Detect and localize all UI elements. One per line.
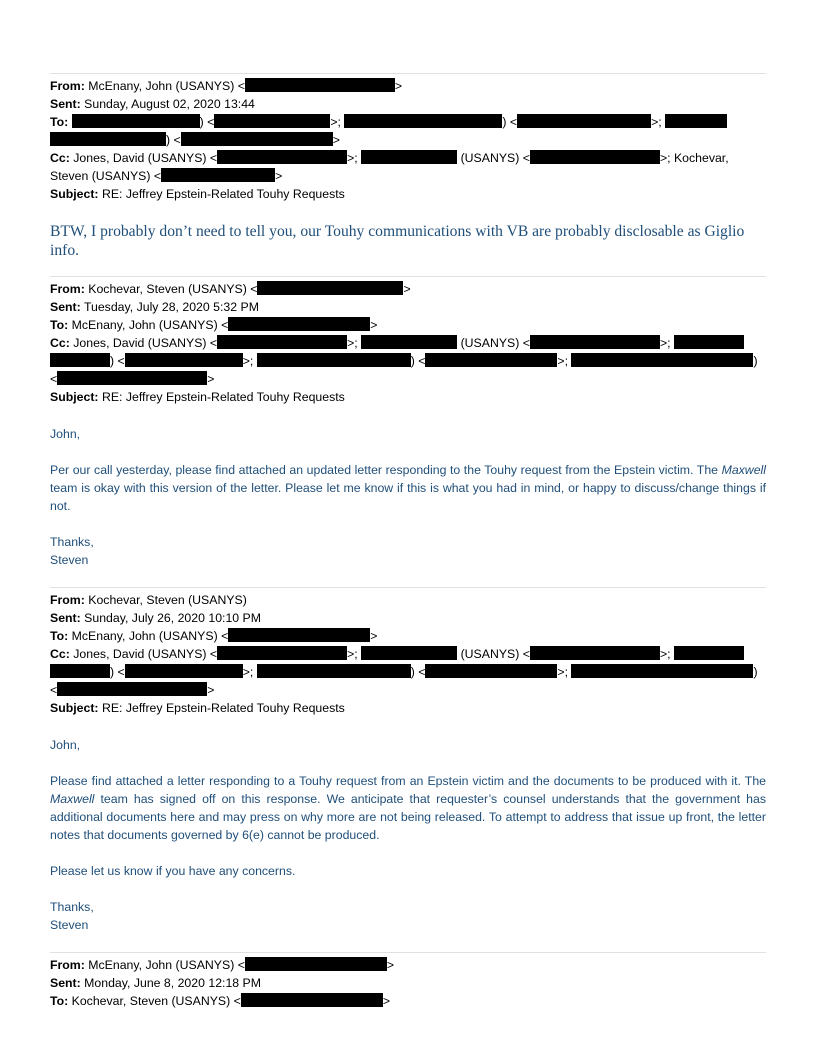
redaction xyxy=(245,78,395,92)
subject-label: Subject: xyxy=(50,390,99,404)
subject-value: RE: Jeffrey Epstein-Related Touhy Requests xyxy=(101,701,345,715)
to-value: McEnany, John (USANYS) xyxy=(71,318,218,332)
greeting: John, xyxy=(50,738,81,752)
redaction xyxy=(161,168,275,182)
redaction xyxy=(217,646,347,660)
signature: Steven xyxy=(50,553,89,567)
signoff: Thanks, xyxy=(50,900,94,914)
redaction xyxy=(228,317,370,331)
redaction xyxy=(217,335,347,349)
redaction xyxy=(125,353,243,367)
body-text: BTW, I probably don’t need to tell you, our Touhy communications with VB are probably disclosable as Giglio info. xyxy=(50,223,745,259)
from-label: From: xyxy=(50,79,85,93)
redaction xyxy=(217,150,347,164)
redaction xyxy=(50,664,110,678)
redaction xyxy=(257,353,411,367)
cc-label: Cc: xyxy=(50,336,70,350)
cc-value: Steven (USANYS) xyxy=(50,169,151,183)
redaction xyxy=(665,114,727,128)
from-value: Kochevar, Steven (USANYS) xyxy=(88,282,247,296)
sent-value: Monday, June 8, 2020 12:18 PM xyxy=(84,976,261,990)
redaction xyxy=(571,353,753,367)
to-value: Kochevar, Steven (USANYS) xyxy=(71,994,231,1008)
divider xyxy=(50,73,766,74)
cc-label: Cc: xyxy=(50,647,70,661)
redaction xyxy=(361,150,457,164)
cc-value: Jones, David (USANYS) xyxy=(73,336,207,350)
divider xyxy=(50,587,766,588)
sent-label: Sent: xyxy=(50,976,81,990)
paragraph: Per our call yesterday, please find attached an updated letter responding to the Touhy request from the Epstein victim. The Maxwell team is okay with this version of the letter. Please let me know if this is what you had in mind, or happy to discuss/change things if not. xyxy=(50,463,766,513)
redaction xyxy=(257,664,411,678)
subject-value: RE: Jeffrey Epstein-Related Touhy Requests xyxy=(101,187,345,201)
divider xyxy=(50,952,766,953)
cc-value: (USANYS) xyxy=(460,647,520,661)
from-value: Kochevar, Steven (USANYS) xyxy=(88,593,247,607)
cc-value: (USANYS) xyxy=(460,151,520,165)
divider xyxy=(50,276,766,277)
redaction xyxy=(57,682,207,696)
email-header-4: From: McEnany, John (USANYS) < > Sent: Monday, June 8, 2020 12:18 PM To: Kochevar, Steven (USANYS) < > xyxy=(50,958,395,1008)
redaction xyxy=(50,353,110,367)
redaction xyxy=(425,664,557,678)
signature: Steven xyxy=(50,918,89,932)
sent-value: Sunday, July 26, 2020 10:10 PM xyxy=(84,611,261,625)
from-label: From: xyxy=(50,593,85,607)
redaction xyxy=(257,281,403,295)
email-header-1: From: McEnany, John (USANYS) < > Sent: Sunday, August 02, 2020 13:44 To: ) < >; ) < >; ) < > Cc: Jones, David (USANYS) < >; (USANYS) < >; Kochevar, Steven (USANYS) < > Subject: RE: Jeffrey Epstein-Related Touhy Requests xyxy=(50,79,729,201)
email-body-3 xyxy=(50,736,766,934)
paragraph: Please let us know if you have any concerns. xyxy=(50,864,296,878)
redaction xyxy=(214,114,330,128)
sent-value: Sunday, August 02, 2020 13:44 xyxy=(84,97,255,111)
redaction xyxy=(530,150,660,164)
cc-value: (USANYS) xyxy=(460,336,520,350)
redaction xyxy=(674,646,744,660)
redaction xyxy=(361,646,457,660)
cc-label: Cc: xyxy=(50,151,70,165)
redaction xyxy=(125,664,243,678)
to-label: To: xyxy=(50,115,69,129)
redaction xyxy=(181,132,333,146)
redaction xyxy=(361,335,457,349)
redaction xyxy=(530,646,660,660)
to-label: To: xyxy=(50,629,69,643)
to-label: To: xyxy=(50,994,69,1008)
paragraph: Please find attached a letter responding to a Touhy request from an Epstein victim and the documents to be produced with it. The Maxwell team has signed off on this response. We anticipate that requester’s counsel understands that the government has additional documents here and may press on why more are not being released. To attempt to address that issue up front, the letter notes that documents governed by 6(e) cannot be produced. xyxy=(50,774,766,842)
cc-value: Jones, David (USANYS) xyxy=(73,151,207,165)
email-body-2 xyxy=(50,425,766,569)
redaction xyxy=(241,993,383,1007)
redaction xyxy=(530,335,660,349)
sent-value: Tuesday, July 28, 2020 5:32 PM xyxy=(83,300,259,314)
from-value: McEnany, John (USANYS) xyxy=(88,79,235,93)
sent-label: Sent: xyxy=(50,97,81,111)
redaction xyxy=(228,628,370,642)
redaction xyxy=(425,353,557,367)
from-label: From: xyxy=(50,282,85,296)
email-header-3: From: Kochevar, Steven (USANYS) Sent: Sunday, July 26, 2020 10:10 PM To: McEnany, John (USANYS) < > Cc: Jones, David (USANYS) < >; (USANYS) < >; ) < >; ) < >; ) < > Subject: RE: Jeffrey Epstein-Related Touhy Requests xyxy=(50,593,758,715)
from-value: McEnany, John (USANYS) xyxy=(88,958,235,972)
from-label: From: xyxy=(50,958,85,972)
subject-label: Subject: xyxy=(50,187,99,201)
cc-value: Kochevar, xyxy=(673,151,729,165)
redaction xyxy=(517,114,651,128)
redaction xyxy=(50,132,166,146)
email-body-1 xyxy=(50,222,766,260)
sent-label: Sent: xyxy=(50,300,81,314)
to-value: McEnany, John (USANYS) xyxy=(71,629,218,643)
to-label: To: xyxy=(50,318,69,332)
greeting: John, xyxy=(50,427,81,441)
redaction xyxy=(674,335,744,349)
cc-value: Jones, David (USANYS) xyxy=(73,647,207,661)
redaction xyxy=(344,114,502,128)
redaction xyxy=(571,664,753,678)
sent-label: Sent: xyxy=(50,611,81,625)
redaction xyxy=(57,371,207,385)
signoff: Thanks, xyxy=(50,535,94,549)
subject-value: RE: Jeffrey Epstein-Related Touhy Requests xyxy=(101,390,345,404)
email-header-2: From: Kochevar, Steven (USANYS) < > Sent: Tuesday, July 28, 2020 5:32 PM To: McEnany, John (USANYS) < > Cc: Jones, David (USANYS) < >; (USANYS) < >; ) < >; ) < >; ) < > Subject: RE: Jeffrey Epstein-Related Touhy Requests xyxy=(50,282,758,404)
subject-label: Subject: xyxy=(50,701,99,715)
redaction xyxy=(245,957,387,971)
redaction xyxy=(72,114,200,128)
